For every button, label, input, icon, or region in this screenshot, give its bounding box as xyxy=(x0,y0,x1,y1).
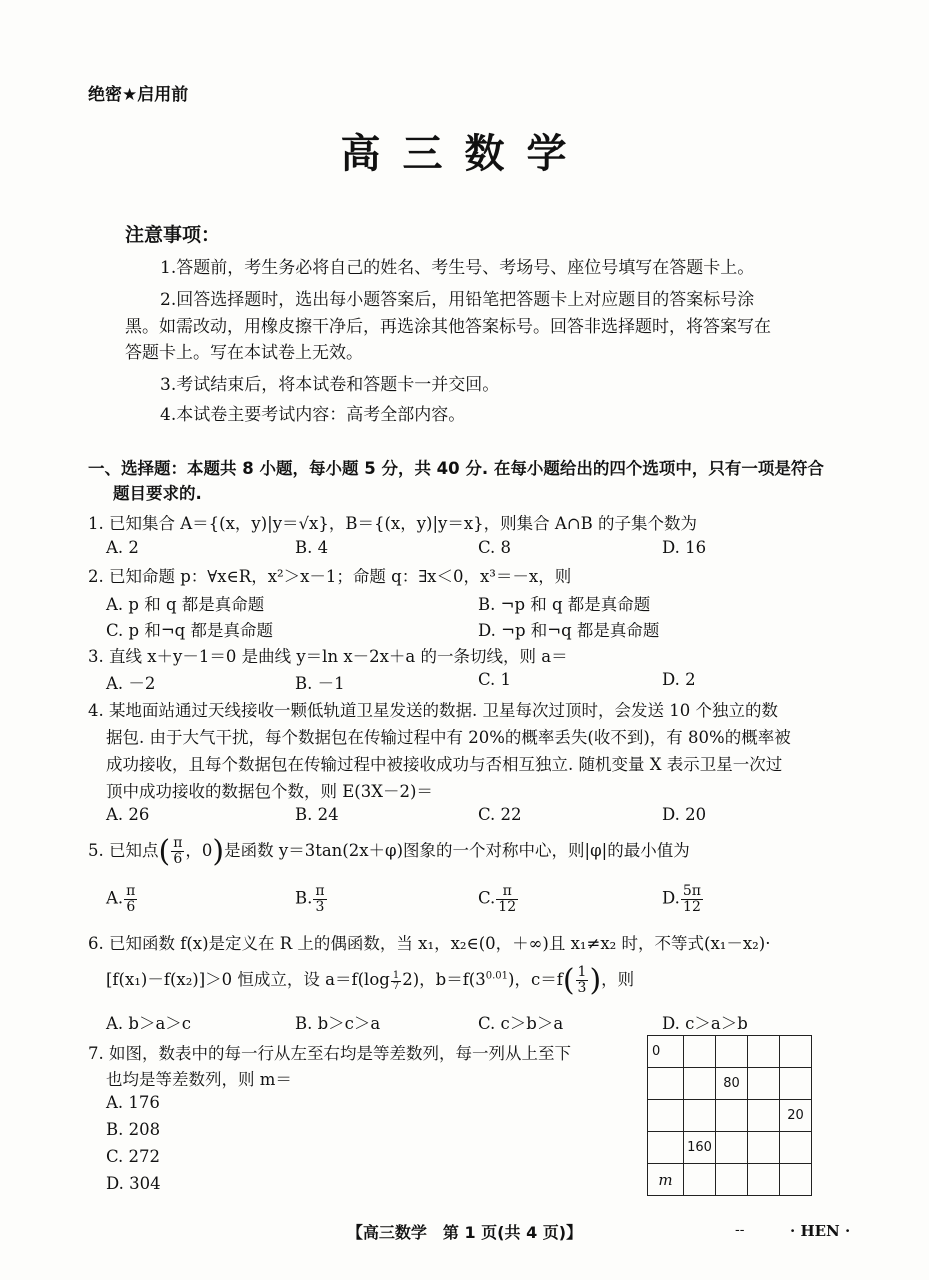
q5-point-fraction xyxy=(171,836,184,866)
opt-fraction xyxy=(124,884,137,914)
q1-option-a: A. 2 xyxy=(106,538,139,557)
question-4-line: 据包. 由于大气干扰，每个数据包在传输过程中有 20%的概率丢失(收不到)，有 80%的概率被 xyxy=(106,728,791,747)
q7-option-d: D. 304 xyxy=(106,1174,161,1193)
q6-option-b: B. b＞c＞a xyxy=(295,1014,381,1033)
question-7-line2: 也均是等差数列，则 m＝ xyxy=(106,1070,292,1089)
log-base-fraction xyxy=(391,971,401,993)
q3-option-b: B. －1 xyxy=(295,674,345,693)
page-footer: 【高三数学 第 1 页(共 4 页)】 xyxy=(346,1223,583,1242)
q6-text: [f(x₁)－f(x₂)]＞0 恒成立，设 a＝f(log xyxy=(106,970,390,989)
question-4-line: 成功接收，且每个数据包在传输过程中被接收成功与否相互独立. 随机变量 X 表示卫星一次过 xyxy=(106,755,783,774)
frac-num: π xyxy=(315,883,325,899)
q6-text: 2)，b＝f(3 xyxy=(402,970,486,989)
grid-cell xyxy=(716,1100,748,1132)
q3-option-a: A. －2 xyxy=(106,674,156,693)
grid-cell xyxy=(748,1132,780,1164)
right-paren: ) xyxy=(589,963,602,998)
opt-label: C. xyxy=(478,888,496,908)
q3-option-c: C. 1 xyxy=(478,670,512,689)
number-grid xyxy=(647,1035,812,1196)
frac-num: 1 xyxy=(577,964,587,981)
frac-num: π xyxy=(173,835,183,852)
notice-line: 1.答题前，考生务必将自己的姓名、考生号、考场号、座位号填写在答题卡上。 xyxy=(160,258,755,278)
frac-den: 12 xyxy=(683,898,701,915)
left-paren: ( xyxy=(158,834,171,869)
grid-cell xyxy=(716,1036,748,1068)
q5-point-tail: ，0 xyxy=(185,841,213,860)
frac-den: 3 xyxy=(577,980,587,996)
q1-option-c: C. 8 xyxy=(478,538,512,557)
right-paren: ) xyxy=(212,834,225,869)
q2-option-a: A. p 和 q 都是真命题 xyxy=(106,595,265,614)
q5-option-c xyxy=(478,884,519,914)
frac-den: 3 xyxy=(315,898,325,915)
question-1-stem: 1. 已知集合 A＝{(x，y)|y＝√x}，B＝{(x，y)|y＝x}，则集合 A∩B 的子集个数为 xyxy=(88,514,698,533)
q5-post: 是函数 y＝3tan(2x＋φ)图象的一个对称中心，则|φ|的最小值为 xyxy=(224,841,690,860)
opt-label: D. xyxy=(662,888,680,908)
q5-option-a xyxy=(106,884,138,914)
opt-label: A. xyxy=(106,888,124,908)
footer-mark: -- xyxy=(735,1222,745,1238)
question-7-line1: 7. 如图，数表中的每一行从左至右均是等差数列，每一列从上至下 xyxy=(88,1044,571,1063)
grid-cell: 0 xyxy=(648,1036,684,1068)
question-6-line1: 6. 已知函数 f(x)是定义在 R 上的偶函数，当 x₁，x₂∈(0，＋∞)且 x₁≠x₂ 时，不等式(x₁－x₂)· xyxy=(88,934,771,953)
notice-line: 2.回答选择题时，选出每小题答案后，用铅笔把答题卡上对应题目的答案标号涂 xyxy=(160,290,755,310)
q6-option-d: D. c＞a＞b xyxy=(662,1014,748,1033)
q5-pre: 5. 已知点 xyxy=(88,841,159,860)
q4-option-c: C. 22 xyxy=(478,805,522,824)
question-6-line2 xyxy=(106,963,634,998)
grid-cell: 160 xyxy=(684,1132,716,1164)
frac-num: 5π xyxy=(682,883,701,899)
exam-title: 高三数学 xyxy=(340,131,589,177)
q6-text: )，c＝f xyxy=(508,970,563,989)
question-5-stem xyxy=(88,834,690,869)
opt-label: B. xyxy=(295,888,313,908)
opt-fraction xyxy=(681,884,703,914)
question-4-line: 顶中成功接收的数据包个数，则 E(3X－2)＝ xyxy=(106,782,433,801)
grid-cell xyxy=(648,1132,684,1164)
frac-den: 6 xyxy=(173,851,183,867)
notice-line: 3.考试结束后，将本试卷和答题卡一并交回。 xyxy=(160,375,500,395)
q4-option-b: B. 24 xyxy=(295,805,339,824)
q6-option-a: A. b＞a＞c xyxy=(106,1014,192,1033)
grid-cell xyxy=(716,1164,748,1196)
grid-cell xyxy=(780,1164,812,1196)
question-2-stem: 2. 已知命题 p：∀x∈R，x²＞x－1；命题 q：∃x＜0，x³＝－x，则 xyxy=(88,567,572,586)
q7-option-b: B. 208 xyxy=(106,1120,161,1139)
grid-cell xyxy=(780,1068,812,1100)
q2-option-c: C. p 和¬q 都是真命题 xyxy=(106,621,273,640)
left-paren: ( xyxy=(562,963,575,998)
q5-option-d xyxy=(662,884,704,914)
q4-option-a: A. 26 xyxy=(106,805,150,824)
q7-option-a: A. 176 xyxy=(106,1093,160,1112)
section-heading-cont: 题目要求的. xyxy=(113,484,202,503)
opt-fraction xyxy=(313,884,326,914)
grid-cell xyxy=(648,1068,684,1100)
notice-line: 黑。如需改动，用橡皮擦干净后，再选涂其他答案标号。回答非选择题时，将答案写在 xyxy=(125,317,771,337)
frac-num: π xyxy=(126,883,136,899)
grid-cell xyxy=(684,1164,716,1196)
grid-cell xyxy=(780,1036,812,1068)
grid-cell xyxy=(684,1100,716,1132)
grid-cell xyxy=(748,1068,780,1100)
opt-fraction xyxy=(496,884,518,914)
notice-line: 4.本试卷主要考试内容：高考全部内容。 xyxy=(160,405,466,425)
frac-num: π xyxy=(496,884,518,900)
q4-option-d: D. 20 xyxy=(662,805,707,824)
q5-option-b xyxy=(295,884,328,914)
frac-den: 6 xyxy=(126,898,136,915)
grid-cell xyxy=(648,1100,684,1132)
q2-option-d: D. ¬p 和¬q 都是真命题 xyxy=(478,621,660,640)
frac-num: 1 xyxy=(392,969,400,981)
grid-cell-m: m xyxy=(648,1164,684,1196)
question-4-line: 4. 某地面站通过天线接收一颗低轨道卫星发送的数据. 卫星每次过顶时，会发送 10 个独立的数 xyxy=(88,701,778,720)
grid-cell xyxy=(748,1164,780,1196)
q1-option-d: D. 16 xyxy=(662,538,707,557)
grid-cell xyxy=(780,1132,812,1164)
grid-cell: 80 xyxy=(716,1068,748,1100)
c-fraction xyxy=(576,965,589,995)
grid-cell: 20 xyxy=(780,1100,812,1132)
grid-cell xyxy=(748,1100,780,1132)
frac-den: 12 xyxy=(498,898,517,915)
q6-option-c: C. c＞b＞a xyxy=(478,1014,564,1033)
q1-option-b: B. 4 xyxy=(295,538,329,557)
q7-option-c: C. 272 xyxy=(106,1147,161,1166)
footer-code: · HEN · xyxy=(790,1222,851,1240)
grid-cell xyxy=(684,1068,716,1100)
section-heading: 一、选择题：本题共 8 小题，每小题 5 分，共 40 分. 在每小题给出的四个选项中，只有一项是符合 xyxy=(88,459,824,478)
q3-option-d: D. 2 xyxy=(662,670,696,689)
notice-line: 答题卡上。写在本试卷上无效。 xyxy=(125,343,363,363)
q2-option-b: B. ¬p 和 q 都是真命题 xyxy=(478,595,651,614)
question-3-stem: 3. 直线 x＋y－1＝0 是曲线 y＝ln x－2x＋a 的一条切线，则 a＝ xyxy=(88,647,568,666)
grid-cell xyxy=(748,1036,780,1068)
notice-heading: 注意事项： xyxy=(125,224,221,246)
confidential-label: 绝密★启用前 xyxy=(88,85,189,105)
grid-cell xyxy=(716,1132,748,1164)
grid-cell xyxy=(684,1036,716,1068)
q6-text: ，则 xyxy=(601,970,635,989)
exponent: 0.01 xyxy=(485,970,509,982)
frac-den: 7 xyxy=(392,981,400,993)
